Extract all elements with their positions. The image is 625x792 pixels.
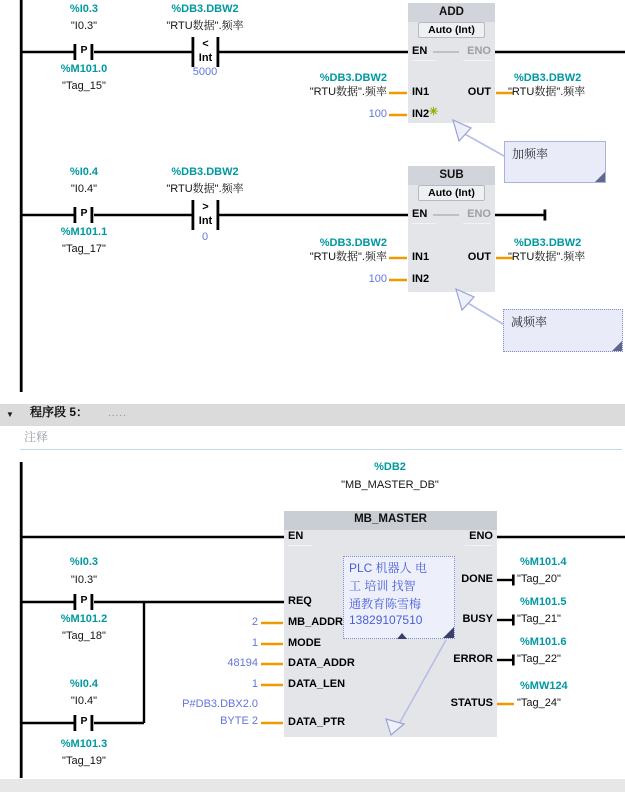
pin-done: DONE (461, 573, 493, 585)
pin-out: OUT (467, 251, 491, 263)
out-tagname[interactable]: "RTU数据".频率 (508, 86, 586, 98)
in2-value[interactable]: 100 (368, 108, 387, 120)
compare-address[interactable]: %DB3.DBW2 (171, 166, 239, 178)
insert-input-star-icon[interactable]: ✳ (429, 106, 439, 118)
contact-tagname[interactable]: "I0.4" (70, 183, 98, 195)
compare-tagname[interactable]: "RTU数据".频率 (166, 20, 244, 32)
edge-mem-tagname[interactable]: "Tag_17" (62, 243, 106, 255)
p-edge-label: P (80, 44, 88, 56)
done-address[interactable]: %M101.4 (520, 556, 567, 568)
instance-db-name[interactable]: "MB_MASTER_DB" (341, 479, 439, 491)
edge-mem-address[interactable]: %M101.2 (60, 613, 108, 625)
line-end-tick (512, 655, 515, 666)
network-title[interactable]: 程序段 5： (30, 405, 89, 419)
contact-tagname[interactable]: "I0.3" (70, 20, 98, 32)
block-mode-selector[interactable]: Auto (Int) (418, 22, 485, 38)
network-title-dots: ..... (108, 408, 127, 419)
pin-underline (288, 545, 312, 546)
contact-address[interactable]: %I0.4 (69, 166, 99, 178)
pin-eno: ENO (469, 530, 493, 542)
in1-tagname[interactable]: "RTU数据".频率 (309, 251, 387, 263)
compare-operator[interactable]: < (202, 38, 209, 50)
status-tagname[interactable]: "Tag_24" (517, 697, 561, 709)
pin-in2: IN2 (412, 108, 430, 120)
comment-bubble-text: 加频率 (512, 147, 549, 161)
mb-addr-value[interactable]: 2 (251, 616, 258, 628)
done-tagname[interactable]: "Tag_20" (517, 573, 561, 585)
edge-mem-tagname[interactable]: "Tag_18" (62, 630, 106, 642)
pin-out: OUT (467, 86, 491, 98)
block-mode-selector[interactable]: Auto (Int) (418, 185, 485, 201)
contact-address[interactable]: %I0.3 (69, 556, 99, 568)
power-rail (20, 0, 23, 392)
data-addr-value[interactable]: 48194 (227, 657, 258, 669)
edge-mem-tagname[interactable]: "Tag_19" (62, 755, 106, 767)
selection-handle-icon[interactable] (397, 633, 407, 639)
in1-address[interactable]: %DB3.DBW2 (319, 237, 387, 249)
data-len-value[interactable]: 1 (251, 678, 258, 690)
fold-corner-icon (595, 172, 605, 182)
edge-mem-tagname[interactable]: "Tag_15" (62, 80, 106, 92)
contact-address[interactable]: %I0.4 (69, 678, 99, 690)
comment-bubble-text: 减频率 (511, 315, 548, 329)
pin-en: EN (412, 45, 428, 57)
compare-value[interactable]: 5000 (192, 66, 218, 78)
pin-underline (463, 60, 491, 61)
pin-en: EN (288, 530, 304, 542)
pin-data-ptr: DATA_PTR (288, 716, 346, 728)
pin-data-addr: DATA_ADDR (288, 657, 355, 669)
in1-tagname[interactable]: "RTU数据".频率 (309, 86, 387, 98)
power-rail (20, 462, 23, 778)
compare-tagname[interactable]: "RTU数据".频率 (166, 183, 244, 195)
callout-line (466, 302, 503, 324)
p-edge-label: P (80, 594, 88, 606)
compare-operator[interactable]: > (202, 201, 209, 213)
in2-value[interactable]: 100 (368, 273, 387, 285)
busy-address[interactable]: %M101.5 (520, 596, 567, 608)
collapse-triangle-icon[interactable]: ▼ (6, 410, 14, 419)
busy-tagname[interactable]: "Tag_21" (517, 613, 561, 625)
pin-mb-addr: MB_ADDR (288, 616, 343, 628)
callout-line (463, 133, 504, 156)
compare-value[interactable]: 0 (201, 231, 209, 243)
contact-address[interactable]: %I0.3 (69, 3, 99, 15)
pin-en: EN (412, 208, 428, 220)
block-title: MB_MASTER (354, 513, 427, 525)
pin-eno: ENO (467, 208, 491, 220)
p-edge-label: P (80, 715, 88, 727)
pin-underline (412, 223, 436, 224)
data-ptr-value-line1[interactable]: P#DB3.DBX2.0 (182, 698, 258, 710)
edge-mem-address[interactable]: %M101.1 (60, 226, 108, 238)
net5-output-wires (497, 580, 513, 660)
mode-value[interactable]: 1 (251, 637, 258, 649)
watermark-phone: 13829107510 (349, 613, 423, 627)
edge-mem-address[interactable]: %M101.0 (60, 63, 108, 75)
pin-in1: IN1 (412, 86, 430, 98)
pin-underline (412, 60, 436, 61)
pin-data-len: DATA_LEN (288, 678, 346, 690)
error-address[interactable]: %M101.6 (520, 636, 567, 648)
p-edge-label: P (80, 207, 88, 219)
pin-busy: BUSY (462, 613, 493, 625)
watermark-line: 通教育陈雪梅 (349, 597, 422, 611)
pin-underline (463, 223, 491, 224)
out-address[interactable]: %DB3.DBW2 (514, 237, 582, 249)
compare-datatype[interactable]: Int (198, 52, 213, 64)
fold-corner-icon (612, 341, 622, 351)
instance-db-address[interactable]: %DB2 (374, 461, 406, 473)
line-end-tick (544, 210, 547, 221)
callout-arrow-icon (453, 120, 471, 141)
compare-datatype[interactable]: Int (198, 215, 213, 227)
pin-in2: IN2 (412, 273, 430, 285)
contact-tagname[interactable]: "I0.4" (70, 695, 98, 707)
line-end-tick (512, 615, 515, 626)
error-tagname[interactable]: "Tag_22" (517, 653, 561, 665)
watermark-textbox[interactable] (343, 556, 455, 639)
status-address[interactable]: %MW124 (520, 680, 568, 692)
block-title: ADD (439, 6, 464, 18)
pin-error: ERROR (453, 653, 493, 665)
resize-corner-icon[interactable] (443, 627, 454, 638)
callout-arrow-icon (456, 289, 474, 310)
line-end-tick (512, 575, 515, 586)
contact-tagname[interactable]: "I0.3" (70, 574, 98, 586)
network-comment-placeholder[interactable]: 注释 (24, 430, 49, 444)
compare-address[interactable]: %DB3.DBW2 (171, 3, 239, 15)
edge-mem-address[interactable]: %M101.3 (60, 738, 108, 750)
block-title: SUB (439, 169, 464, 181)
out-address[interactable]: %DB3.DBW2 (514, 72, 582, 84)
in1-address[interactable]: %DB3.DBW2 (319, 72, 387, 84)
pin-underline (465, 545, 493, 546)
pin-req: REQ (288, 595, 312, 607)
pin-eno: ENO (467, 45, 491, 57)
pin-status: STATUS (450, 697, 493, 709)
watermark-line: 工 培训 找智 (349, 579, 416, 593)
data-ptr-value-line2[interactable]: BYTE 2 (220, 715, 258, 727)
watermark-line: PLC 机器人 电 (349, 561, 428, 575)
pin-mode: MODE (288, 637, 321, 649)
comment-bubble[interactable] (504, 141, 606, 183)
pin-in1: IN1 (412, 251, 430, 263)
comment-bubble[interactable] (503, 309, 623, 352)
out-tagname[interactable]: "RTU数据".频率 (508, 251, 586, 263)
